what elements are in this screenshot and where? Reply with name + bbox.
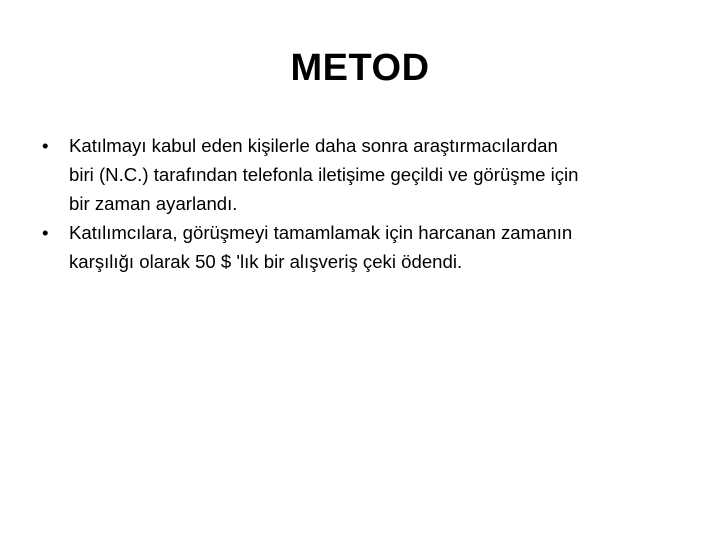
bullet-item-2 — [42, 218, 692, 276]
bullet-text-line: biri (N.C.) tarafından telefonla iletişime geçildi ve görüşme için — [69, 164, 579, 185]
bullet-item-1 — [42, 131, 692, 218]
bullet-text-line: Katılmayı kabul eden kişilerle daha sonra araştırmacılardan — [69, 135, 558, 156]
bullet-text-line: Katılımcılara, görüşmeyi tamamlamak için harcanan zamanın — [69, 222, 573, 243]
slide-title: METOD — [290, 47, 430, 89]
bullet-text-line: bir zaman ayarlandı. — [69, 193, 238, 214]
bullet-list — [42, 131, 692, 276]
bullet-text-line: karşılığı olarak 50 $ 'lık bir alışveriş çeki ödendi. — [69, 251, 463, 272]
bullet-marker: • — [42, 222, 49, 243]
bullet-marker: • — [42, 135, 49, 156]
